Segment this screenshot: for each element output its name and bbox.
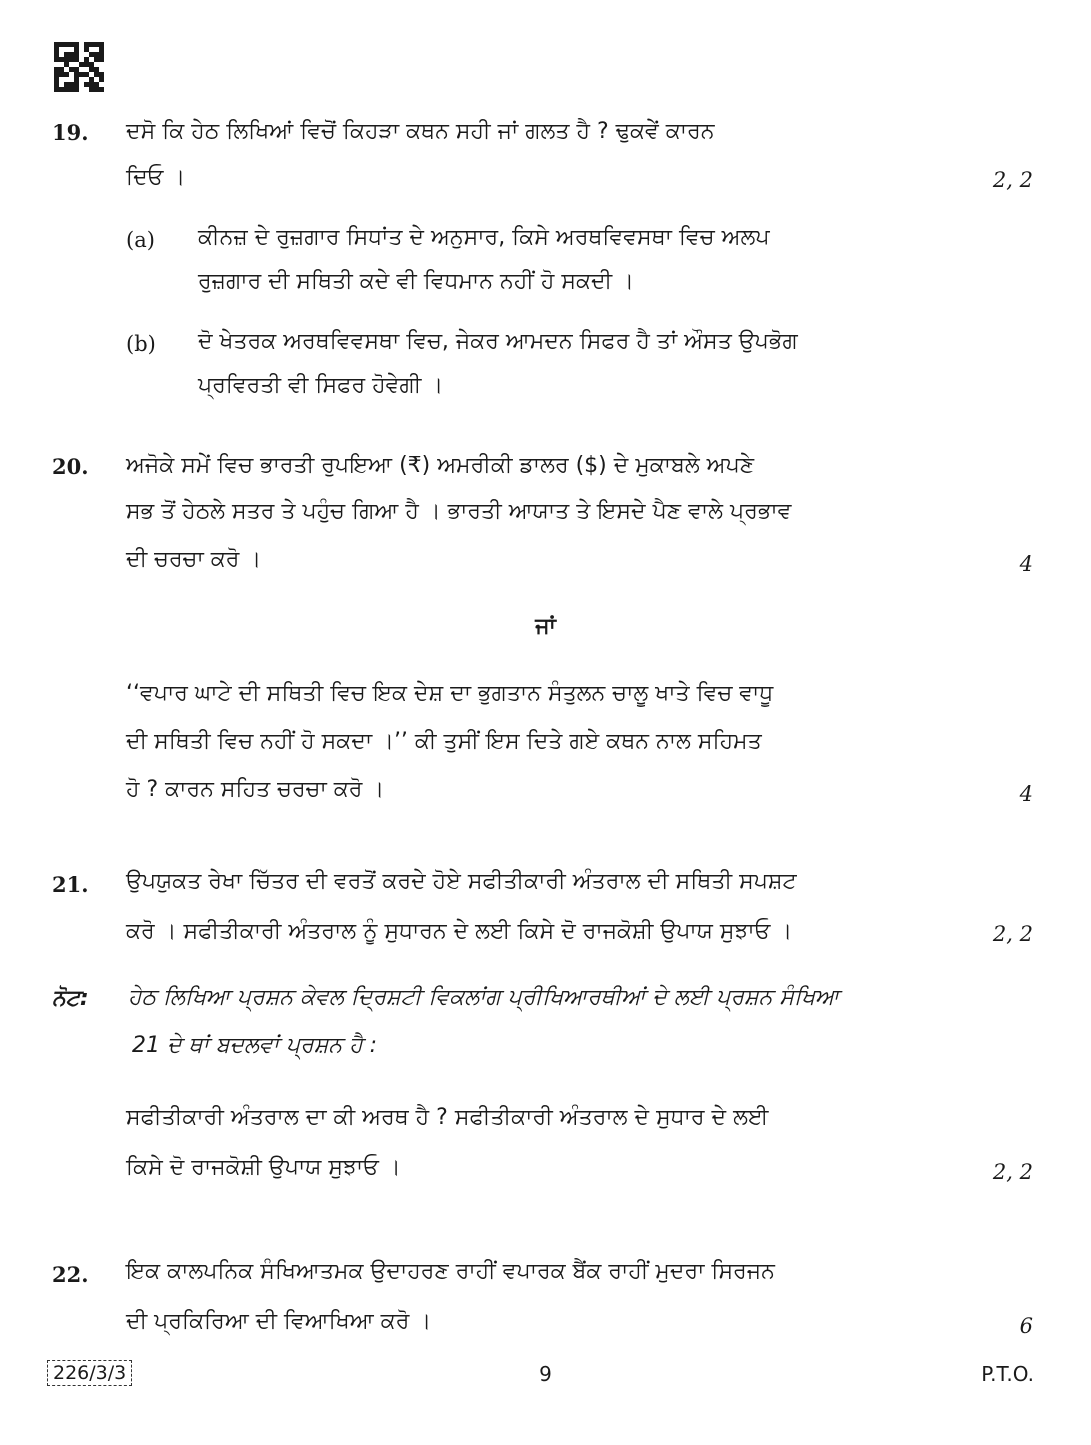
question-21-alt-line-2: ਕਿਸੇ ਦੋ ਰਾਜਕੋਸ਼ੀ ਉਪਾਯ ਸੁਝਾਓ ।	[126, 1155, 401, 1180]
question-22-marks: 6	[1019, 1314, 1033, 1338]
question-20-alt-line-1: ‘‘ਵਪਾਰ ਘਾਟੇ ਦੀ ਸਥਿਤੀ ਵਿਚ ਇਕ ਦੇਸ਼ ਦਾ ਭੁਗਤਾਨ ਸੰਤੁਲਨ ਚਾਲੂ ਖਾਤੇ ਵਿਚ ਵਾਧੂ	[126, 681, 774, 706]
question-21-line-1: ਉਪਯੁਕਤ ਰੇਖਾ ਚਿੱਤਰ ਦੀ ਵਰਤੋਂ ਕਰਦੇ ਹੋਏ ਸਫੀਤੀਕਾਰੀ ਅੰਤਰਾਲ ਦੀ ਸਥਿਤੀ ਸਪਸ਼ਟ	[126, 869, 797, 894]
question-20-alt-line-3: ਹੋ ? ਕਾਰਨ ਸਹਿਤ ਚਰਚਾ ਕਰੋ ।	[126, 777, 385, 802]
question-19-b-line-2: ਪ੍ਰਵਿਰਤੀ ਵੀ ਸਿਫਰ ਹੋਵੇਗੀ ।	[198, 373, 444, 398]
question-19-a-label: (a)	[126, 228, 155, 252]
paper-code: 226/3/3	[47, 1360, 132, 1386]
question-19-a-line-2: ਰੁਜ਼ਗਾਰ ਦੀ ਸਥਿਤੀ ਕਦੇ ਵੀ ਵਿਧਮਾਨ ਨਹੀਂ ਹੋ ਸਕਦੀ ।	[198, 269, 634, 294]
question-22-line-2: ਦੀ ਪ੍ਰਕਿਰਿਆ ਦੀ ਵਿਆਖਿਆ ਕਰੋ ।	[126, 1309, 432, 1334]
question-21-marks: 2, 2	[992, 922, 1033, 946]
question-20-marks: 4	[1019, 552, 1033, 576]
note-line-2: 21 ਦੇ ਥਾਂ ਬਦਲਵਾਂ ਪ੍ਰਸ਼ਨ ਹੈ :	[132, 1033, 378, 1058]
question-20-number: 20.	[52, 454, 89, 479]
question-19-b-label: (b)	[126, 332, 156, 356]
question-19-number: 19.	[52, 120, 89, 145]
question-20-line-2: ਸਭ ਤੋਂ ਹੇਠਲੇ ਸਤਰ ਤੇ ਪਹੁੰਚ ਗਿਆ ਹੈ । ਭਾਰਤੀ ਆਯਾਤ ਤੇ ਇਸਦੇ ਪੈਣ ਵਾਲੇ ਪ੍ਰਭਾਵ	[126, 499, 792, 524]
question-20-alt-line-2: ਦੀ ਸਥਿਤੀ ਵਿਚ ਨਹੀਂ ਹੋ ਸਕਦਾ ।’’ ਕੀ ਤੁਸੀਂ ਇਸ ਦਿਤੇ ਗਏ ਕਥਨ ਨਾਲ ਸਹਿਮਤ	[126, 729, 762, 754]
question-22-line-1: ਇਕ ਕਾਲਪਨਿਕ ਸੰਖਿਆਤਮਕ ਉਦਾਹਰਣ ਰਾਹੀਂ ਵਪਾਰਕ ਬੈਂਕ ਰਾਹੀਂ ਮੁਦਰਾ ਸਿਰਜਨ	[126, 1259, 775, 1284]
note-label: ਨੋਟ:	[52, 986, 89, 1011]
or-heading: ਜਾਂ	[535, 614, 556, 639]
question-20-line-3: ਦੀ ਚਰਚਾ ਕਰੋ ।	[126, 547, 262, 572]
qr-code	[54, 42, 104, 92]
question-21-alt-marks: 2, 2	[992, 1160, 1033, 1184]
question-20-alt-marks: 4	[1019, 782, 1033, 806]
question-22-number: 22.	[52, 1262, 89, 1287]
question-20-line-1: ਅਜੋਕੇ ਸਮੇਂ ਵਿਚ ਭਾਰਤੀ ਰੁਪਇਆ (₹) ਅਮਰੀਕੀ ਡਾਲਰ ($) ਦੇ ਮੁਕਾਬਲੇ ਅਪਣੇ	[126, 453, 755, 478]
page-number: 9	[539, 1362, 552, 1386]
question-21-line-2: ਕਰੋ । ਸਫੀਤੀਕਾਰੀ ਅੰਤਰਾਲ ਨੂੰ ਸੁਧਾਰਨ ਦੇ ਲਈ ਕਿਸੇ ਦੋ ਰਾਜਕੋਸ਼ੀ ਉਪਾਯ ਸੁਝਾਓ ।	[126, 919, 793, 944]
question-19-marks: 2, 2	[992, 168, 1033, 192]
pto-label: P.T.O.	[981, 1362, 1034, 1386]
question-19-a-line-1: ਕੀਨਜ਼ ਦੇ ਰੁਜ਼ਗਾਰ ਸਿਧਾਂਤ ਦੇ ਅਨੁਸਾਰ, ਕਿਸੇ ਅਰਥਵਿਵਸਥਾ ਵਿਚ ਅਲਪ	[198, 225, 770, 250]
question-21-number: 21.	[52, 872, 89, 897]
question-21-alt-line-1: ਸਫੀਤੀਕਾਰੀ ਅੰਤਰਾਲ ਦਾ ਕੀ ਅਰਥ ਹੈ ? ਸਫੀਤੀਕਾਰੀ ਅੰਤਰਾਲ ਦੇ ਸੁਧਾਰ ਦੇ ਲਈ	[126, 1105, 769, 1130]
question-19-b-line-1: ਦੋ ਖੇਤਰਕ ਅਰਥਵਿਵਸਥਾ ਵਿਚ, ਜੇਕਰ ਆਮਦਨ ਸਿਫਰ ਹੈ ਤਾਂ ਔਸਤ ਉਪਭੋਗ	[198, 329, 798, 354]
question-19-line-2: ਦਿਓ ।	[126, 165, 186, 190]
note-line-1: ਹੇਠ ਲਿਖਿਆ ਪ੍ਰਸ਼ਨ ਕੇਵਲ ਦ੍ਰਿਸ਼ਟੀ ਵਿਕਲਾਂਗ ਪ੍ਰੀਖਿਆਰਥੀਆਂ ਦੇ ਲਈ ਪ੍ਰਸ਼ਨ ਸੰਖਿਆ	[128, 985, 839, 1010]
question-19-line-1: ਦਸੋ ਕਿ ਹੇਠ ਲਿਖਿਆਂ ਵਿਚੋਂ ਕਿਹੜਾ ਕਥਨ ਸਹੀ ਜਾਂ ਗਲਤ ਹੈ ? ਢੁਕਵੇਂ ਕਾਰਨ	[126, 119, 715, 144]
